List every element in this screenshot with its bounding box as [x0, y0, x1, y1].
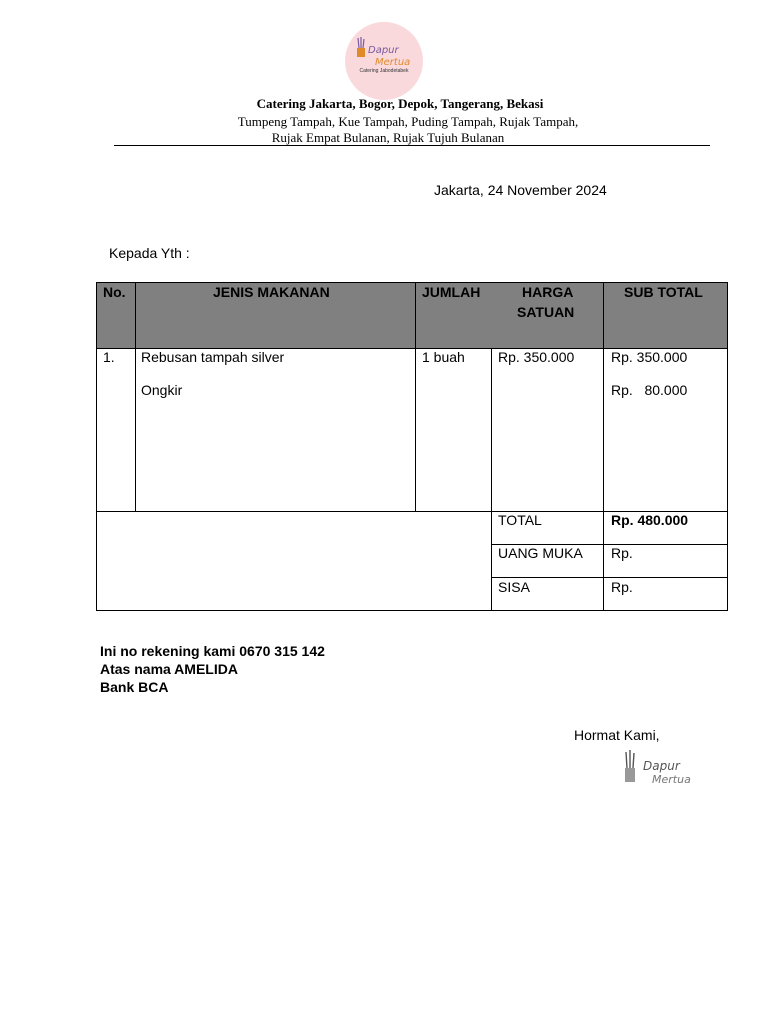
body-cell-item	[135, 348, 415, 512]
down-payment-label: UANG MUKA	[498, 545, 583, 561]
letterhead-divider	[114, 145, 710, 146]
row-1-price: Rp. 350.000	[498, 349, 575, 365]
body-cell-subtotal	[603, 348, 728, 512]
signature-logo-name-line1: Dapur	[643, 759, 680, 773]
column-header-price-line1: HARGA	[522, 284, 574, 300]
logo-tagline: Catering Jabodetabek	[359, 68, 409, 74]
bank-line: Bank BCA	[100, 679, 169, 695]
account-name-line: Atas nama AMELIDA	[100, 661, 238, 677]
column-header-item: JENIS MAKANAN	[213, 284, 330, 300]
remaining-value: Rp.	[611, 579, 633, 595]
whisk-icon	[355, 36, 367, 58]
row-2-item: Ongkir	[141, 382, 183, 398]
row-1-subtotal: Rp. 350.000	[611, 349, 688, 365]
total-value: Rp. 480.000	[611, 512, 689, 528]
signature-logo-name-line2: Mertua	[652, 773, 691, 786]
recipient-label: Kepada Yth :	[109, 245, 190, 261]
body-cell-price	[491, 348, 603, 512]
account-number-line: Ini no rekening kami 0670 315 142	[100, 643, 325, 659]
column-header-subtotal: SUB TOTAL	[624, 284, 703, 300]
remaining-label: SISA	[498, 579, 530, 595]
total-label: TOTAL	[498, 512, 542, 528]
down-payment-value: Rp.	[611, 545, 633, 561]
letterhead-title: Catering Jakarta, Bogor, Depok, Tangerang, Bekasi	[256, 96, 544, 111]
column-header-qty: JUMLAH	[422, 284, 481, 300]
letterhead-subtitle-line1: Tumpeng Tampah, Kue Tampah, Puding Tampah, Rujak Tampah,	[237, 114, 579, 129]
body-cell-qty	[415, 348, 491, 512]
column-header-no: No.	[103, 284, 126, 300]
closing-text: Hormat Kami,	[574, 727, 660, 743]
row-1-qty: 1 buah	[422, 349, 465, 365]
logo-name-line2: Mertua	[375, 57, 411, 68]
logo-name-line1: Dapur	[368, 45, 399, 56]
whisk-icon	[623, 748, 637, 784]
row-1-no: 1.	[103, 349, 115, 365]
body-cell-no	[96, 348, 135, 512]
letterhead-subtitle-line2: Rujak Empat Bulanan, Rujak Tujuh Bulanan	[271, 130, 505, 145]
summary-blank-cell	[96, 511, 491, 611]
invoice-date: Jakarta, 24 November 2024	[434, 182, 607, 198]
row-2-subtotal: Rp. 80.000	[611, 382, 688, 398]
column-header-price-line2: SATUAN	[517, 304, 575, 320]
row-1-item: Rebusan tampah silver	[141, 349, 285, 365]
